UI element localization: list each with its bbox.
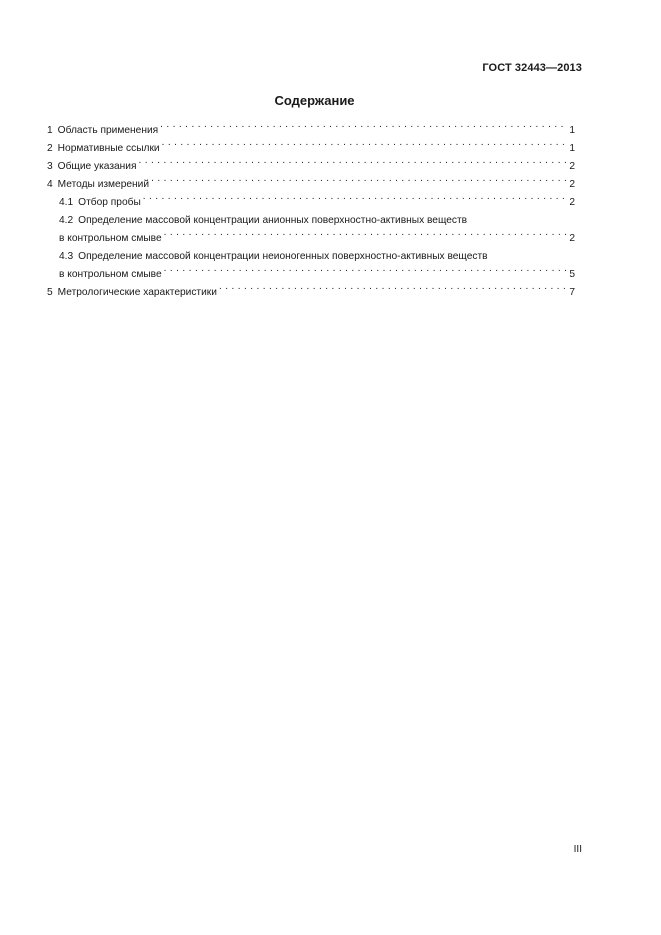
toc-entry-title: Определение массовой концентрации анионных поверхностно-активных веществ	[78, 215, 468, 226]
toc-entry-page: 2	[569, 161, 575, 172]
toc-entry-number: 4	[47, 179, 53, 190]
toc-dot-leader	[164, 231, 567, 241]
toc-entry-3[interactable]	[47, 158, 575, 176]
toc-dot-leader	[162, 141, 567, 151]
toc-entry-title: Нормативные ссылки	[57, 143, 160, 154]
toc-entry-number: 4.1	[59, 197, 74, 208]
toc-dot-leader	[164, 267, 567, 277]
toc-entry-title-continued: в контрольном смыве	[59, 269, 162, 280]
toc-entry-page: 2	[569, 233, 575, 244]
toc-entry-page: 5	[569, 269, 575, 280]
toc-entry-title: Общие указания	[57, 161, 137, 172]
toc-title: Содержание	[274, 93, 355, 108]
toc-entry-4-3-line1[interactable]	[47, 248, 575, 266]
toc-entry-number: 3	[47, 161, 53, 172]
toc-entry-4-2-line1[interactable]	[47, 212, 575, 230]
toc-entry-page: 1	[569, 143, 575, 154]
toc-entry-4-2-line2[interactable]	[47, 230, 575, 248]
toc-entry-title: Определение массовой концентрации неионогенных поверхностно-активных веществ	[78, 251, 488, 262]
toc-entry-page: 7	[569, 287, 575, 298]
toc-entry-number: 5	[47, 287, 53, 298]
toc-dot-leader	[151, 177, 567, 187]
toc-entry-number: 2	[47, 143, 53, 154]
toc-entry-4-3-line2[interactable]	[47, 266, 575, 284]
toc-entry-page: 1	[569, 125, 575, 136]
toc-entry-5[interactable]	[47, 284, 575, 302]
document-code: ГОСТ 32443—2013	[482, 62, 582, 74]
toc-entry-title-continued: в контрольном смыве	[59, 233, 162, 244]
toc-entry-number: 1	[47, 125, 53, 136]
table-of-contents	[47, 122, 575, 302]
toc-dot-leader	[139, 159, 568, 169]
toc-dot-leader	[143, 195, 567, 205]
toc-dot-leader	[160, 123, 567, 133]
toc-entry-4[interactable]	[47, 176, 575, 194]
toc-entry-title: Методы измерений	[57, 179, 150, 190]
toc-dot-leader	[219, 285, 567, 295]
page-number: III	[573, 844, 582, 855]
toc-entry-number: 4.3	[59, 251, 74, 262]
toc-entry-title: Отбор пробы	[78, 197, 141, 208]
toc-entry-page: 2	[569, 197, 575, 208]
toc-entry-title: Область применения	[57, 125, 159, 136]
toc-entry-number: 4.2	[59, 215, 74, 226]
toc-entry-title: Метрологические характеристики	[57, 287, 217, 298]
toc-entry-page: 2	[569, 179, 575, 190]
toc-entry-4-1[interactable]	[47, 194, 575, 212]
toc-entry-1[interactable]	[47, 122, 575, 140]
toc-entry-2[interactable]	[47, 140, 575, 158]
